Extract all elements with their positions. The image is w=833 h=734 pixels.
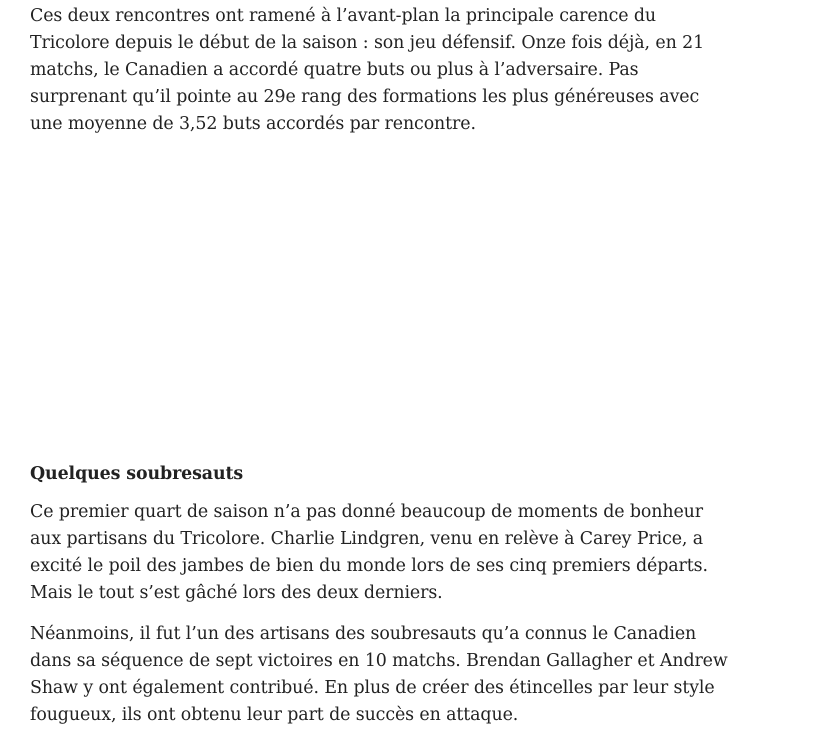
paragraph-line: Néanmoins, il fut l’un des artisans des soubresauts qu’a connus le Canadien [30, 624, 697, 644]
paragraph-3 [30, 621, 800, 729]
paragraph-line: une moyenne de 3,52 buts accordés par rencontre. [30, 114, 476, 134]
paragraph-line: surprenant qu’il pointe au 29e rang des formations les plus généreuses avec [30, 87, 700, 107]
paragraph-line: aux partisans du Tricolore. Charlie Lindgren, venu en relève à Carey Price, a [30, 529, 704, 549]
paragraph-line: fougueux, ils ont obtenu leur part de succès en attaque. [30, 705, 519, 725]
article-body [30, 3, 800, 729]
paragraph-line: Ces deux rencontres ont ramené à l’avant-plan la principale carence du [30, 6, 657, 26]
ad-placeholder [30, 138, 800, 461]
paragraph-line: Tricolore depuis le début de la saison : son jeu défensif. Onze fois déjà, en 21 [30, 33, 705, 53]
paragraph-spacer [30, 607, 800, 621]
paragraph-line: Shaw y ont également contribué. En plus de créer des étincelles par leur style [30, 678, 715, 698]
intro-paragraph [30, 3, 800, 138]
paragraph-line: matchs, le Canadien a accordé quatre buts ou plus à l’adversaire. Pas [30, 60, 639, 80]
paragraph-line: Mais le tout s’est gâché lors des deux derniers. [30, 583, 443, 603]
paragraph-line: Ce premier quart de saison n’a pas donné beaucoup de moments de bonheur [30, 502, 703, 522]
paragraph-line: excité le poil des jambes de bien du monde lors de ses cinq premiers départs. [30, 556, 708, 576]
paragraph-line: dans sa séquence de sept victoires en 10 matchs. Brendan Gallagher et Andrew [30, 651, 728, 671]
paragraph-2 [30, 499, 800, 607]
section-heading: Quelques soubresauts [30, 464, 244, 484]
